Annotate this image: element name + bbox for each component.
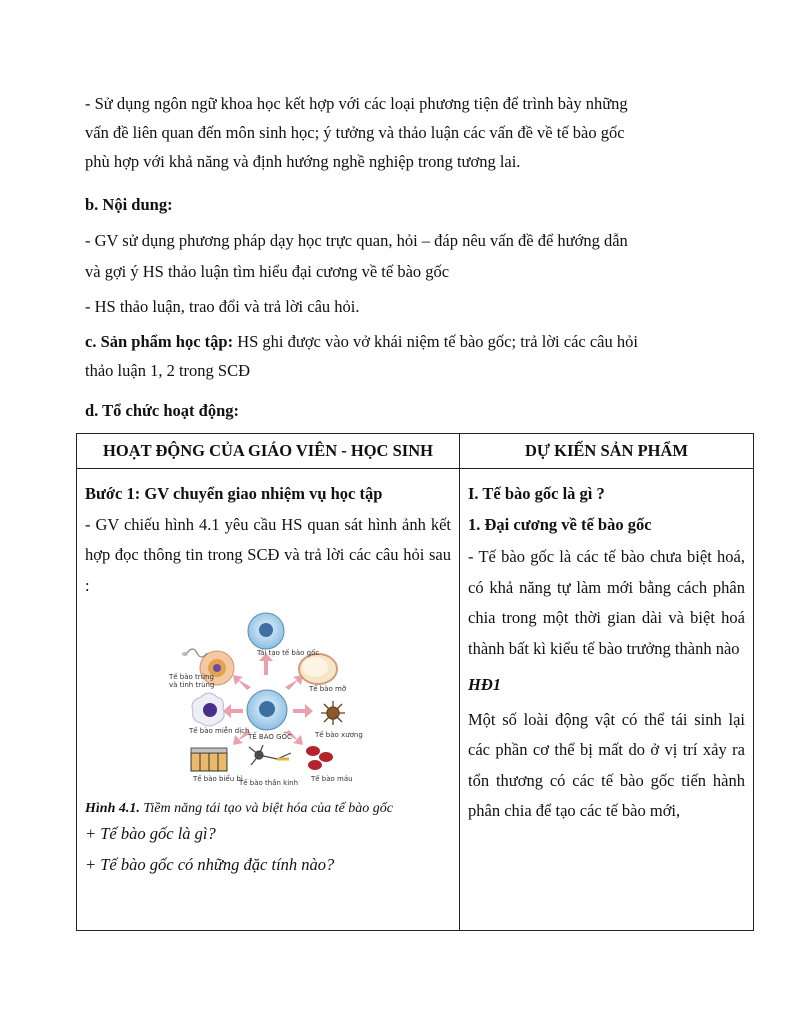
caption-text: Tiềm năng tái tạo và biệt hóa của tế bào gốc — [139, 801, 393, 816]
hd1-text: Một số loài động vật có thể tái sinh lại các phần cơ thể bị mất do ở vị trí xảy ra tổn thương có các tế bào gốc tiến hành phân chia để tạo các tế bào mới, — [468, 709, 745, 820]
content-line-1: - GV sử dụng phương pháp dạy học trực quan, hỏi – đáp nêu vấn đề để hướng dẫn — [85, 231, 628, 250]
intro-paragraph — [85, 89, 725, 176]
intro-line-2: vấn đề liên quan đến môn sinh học; ý tưởng và thảo luận các vấn đề về tế bào gốc — [85, 123, 625, 142]
product-text-1: HS ghi được vào vở khái niệm tế bào gốc; trả lời các câu hỏi — [233, 332, 638, 351]
intro-line-1: - Sử dụng ngôn ngữ khoa học kết hợp với các loại phương tiện để trình bày những — [85, 94, 628, 113]
label-blood: Tế bào máu — [311, 775, 353, 783]
nerve-cell — [249, 745, 291, 765]
stem-cell-figure — [143, 605, 393, 795]
hd1-heading: HĐ1 — [468, 675, 501, 694]
product-paragraph — [85, 327, 725, 385]
subsection-heading: 1. Đại cương về tế bào gốc — [468, 514, 652, 534]
step-heading: Bước 1: GV chuyển giao nhiệm vụ học tập — [85, 484, 383, 503]
label-nerve: Tế bào thần kinh — [239, 779, 299, 787]
label-regen: Tái tạo tế bào gốc — [257, 649, 320, 657]
bone-cell — [321, 701, 345, 725]
label-epithelial: Tế bào biểu bì — [193, 775, 243, 783]
product-text-2: thảo luận 1, 2 trong SCĐ — [85, 361, 250, 380]
label-immune: Tế bào miễn dịch — [189, 727, 250, 735]
epithelial-cells — [191, 748, 227, 771]
section-heading: I. Tế bào gốc là gì ? — [468, 484, 605, 503]
label-egg-2: và tinh trùng — [169, 681, 215, 689]
center-stem-cell — [247, 690, 287, 730]
table-header-row — [77, 434, 754, 469]
left-cell — [77, 469, 460, 931]
content-line-3: - HS thảo luận, trao đổi và trả lời câu hỏi. — [85, 297, 360, 316]
caption-bold: Hình 4.1. — [85, 801, 140, 816]
definition-text: - Tế bào gốc là các tế bào chưa biệt hoá, có khả năng tự làm mới bằng cách phân chia trong một thời gian dài và biệt hoá thành bất kì kiểu tế bào trưởng thành nào — [468, 547, 745, 658]
regeneration-cell — [248, 613, 284, 649]
content-line-2: và gợi ý HS thảo luận tìm hiểu đại cương về tế bào gốc — [85, 262, 450, 281]
table-row — [77, 469, 754, 931]
fat-cell — [299, 654, 337, 684]
header-teacher-student: HOẠT ĐỘNG CỦA GIÁO VIÊN - HỌC SINH — [77, 434, 460, 469]
blood-cells — [306, 746, 333, 770]
header-expected-product: DỰ KIẾN SẢN PHẨM — [460, 434, 754, 469]
instruction-text: - GV chiếu hình 4.1 yêu cầu HS quan sát hình ảnh kết hợp đọc thông tin trong SCĐ và trả lời các câu hỏi sau : — [85, 514, 451, 595]
label-center: TẾ BÀO GỐC — [248, 733, 292, 741]
right-cell — [460, 469, 754, 931]
question-1: + Tế bào gốc là gì? — [85, 824, 216, 843]
figure-caption — [85, 799, 451, 819]
immune-cell — [192, 693, 224, 726]
label-fat: Tế bào mỡ — [309, 685, 347, 693]
product-heading: c. Sản phẩm học tập: — [85, 332, 234, 351]
content-heading: b. Nội dung: — [85, 195, 173, 214]
organize-heading: d. Tổ chức hoạt động: — [85, 401, 240, 420]
label-egg-1: Tế bào trứng — [169, 673, 214, 681]
activity-table — [76, 433, 754, 931]
question-2: + Tế bào gốc có những đặc tính nào? — [85, 854, 335, 874]
label-bone: Tế bào xương — [315, 731, 363, 739]
intro-line-3: phù hợp với khả năng và định hướng nghề nghiệp trong tương lai. — [85, 152, 521, 171]
